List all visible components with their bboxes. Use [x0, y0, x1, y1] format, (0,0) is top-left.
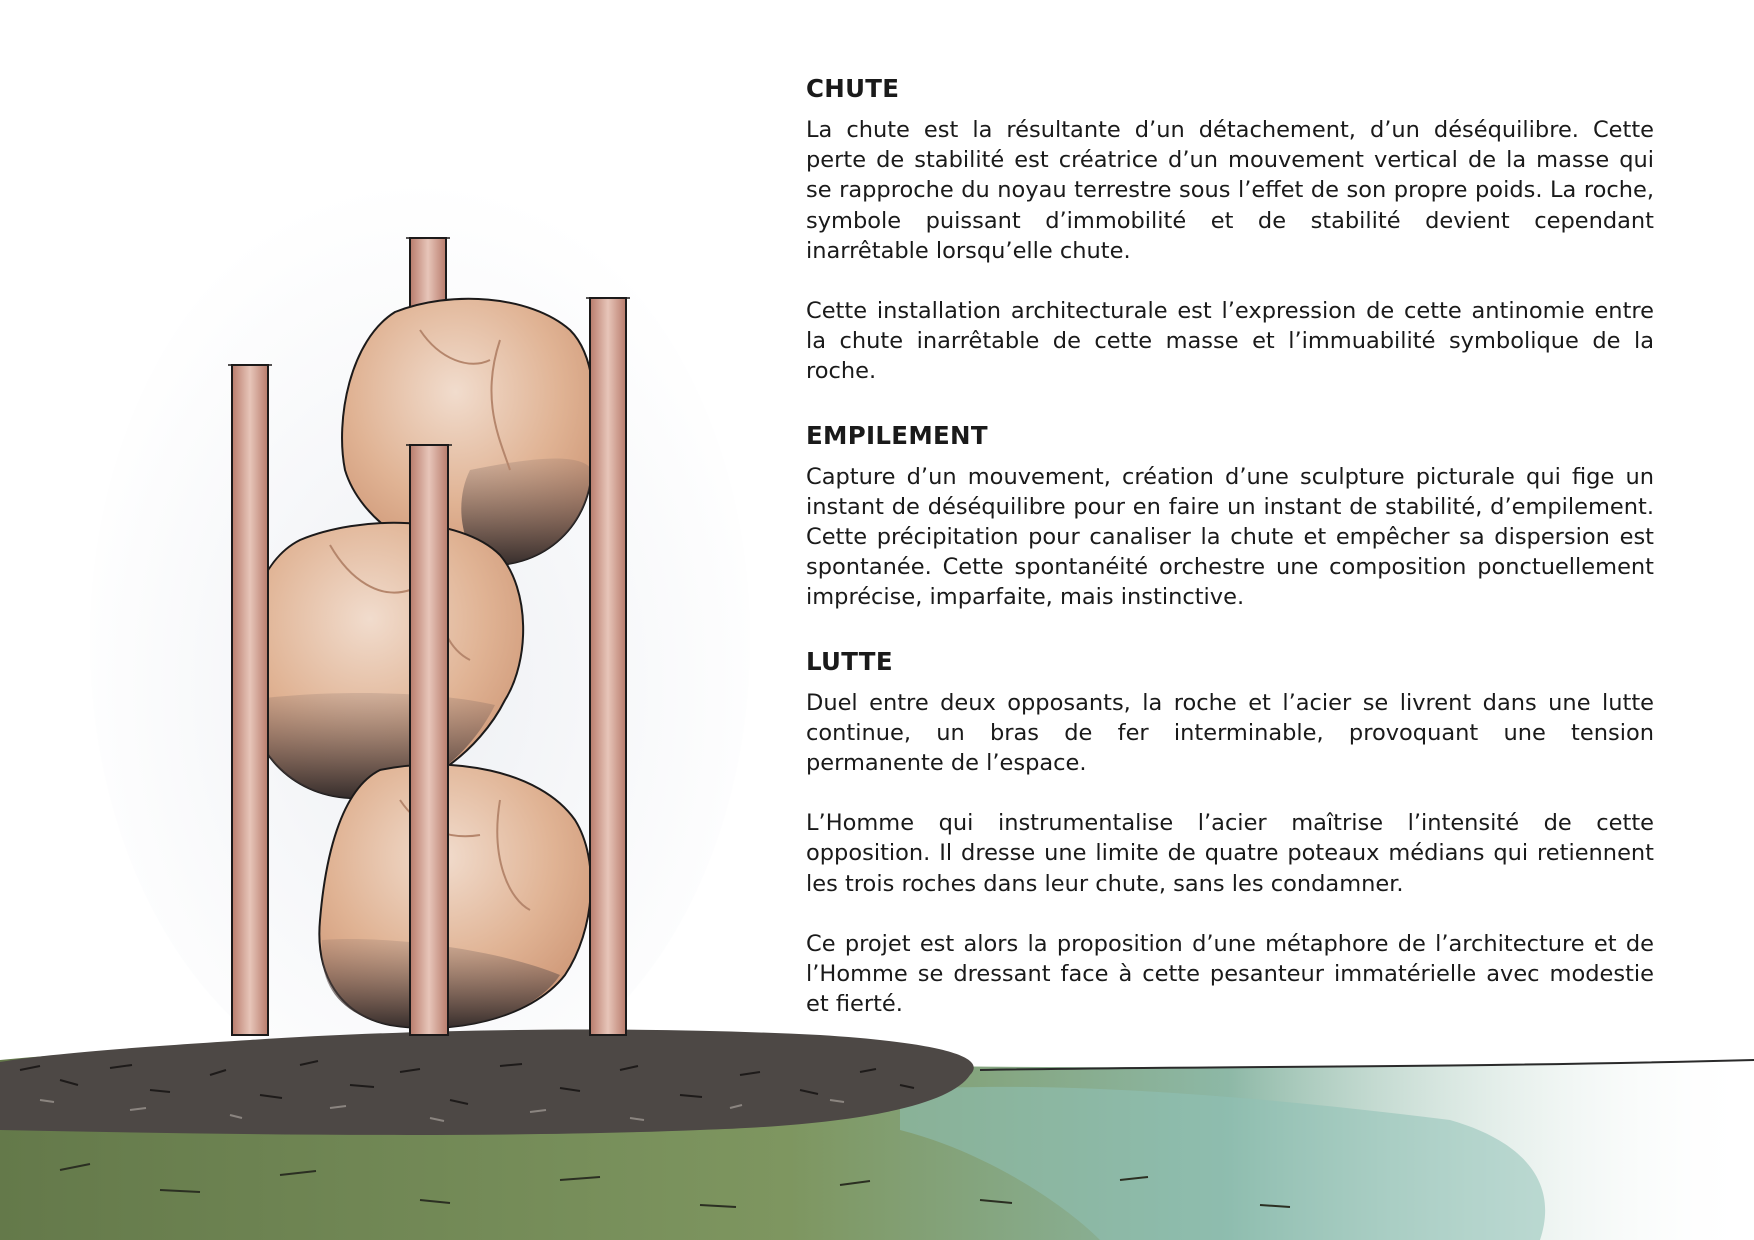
gravel-mound	[0, 1030, 974, 1135]
lutte-paragraph-1: Duel entre deux opposants, la roche et l’acier se livrent dans une lutte continue, un bras de fer interminable, provoquant une tension permanente de l’espace.	[806, 689, 1654, 777]
chute-paragraph-2: Cette installation architecturale est l’expression de cette antinomie entre la chute inarrêtable de cette masse et l’immuabilité symbolique de la roche.	[806, 298, 1654, 385]
post-left	[232, 365, 268, 1035]
chute-paragraph-1: La chute est la résultante d’un détachement, d’un déséquilibre. Cette perte de stabilité est créatrice d’un mouvement vertical de la masse qui se rapproche du noyau terrestre sous l’effet de son propre poids. La roche, symbole puissant d’immobilité et de stabilité devient cependant inarrêtable lorsqu’elle chute.	[806, 117, 1654, 264]
text-column	[806, 74, 1654, 1019]
post-back-center	[410, 238, 446, 308]
section-heading-chute: CHUTE	[806, 74, 900, 103]
post-right	[590, 298, 626, 1035]
lutte-paragraph-3: Ce projet est alors la proposition d’une métaphore de l’architecture et de l’Homme se dressant face à cette pesanteur immatérielle avec modestie et fierté.	[806, 930, 1654, 1018]
lutte-paragraph-2: L’Homme qui instrumentalise l’acier maîtrise l’intensité de cette opposition. Il dresse une limite de quatre poteaux médians qui retiennent les trois roches dans leur chute, sans les condamner.	[806, 810, 1654, 897]
section-heading-empilement: EMPILEMENT	[806, 420, 988, 450]
post-front-center	[410, 445, 448, 1035]
rock-bottom	[319, 764, 591, 1028]
empilement-paragraph-1: Capture d’un mouvement, création d’une sculpture picturale qui fige un instant de déséquilibre pour en faire un instant de stabilité, d’empilement. Cette précipitation pour canaliser la chute et empêcher sa dispersion est spontanée. Cette spontanéité orchestre une composition ponctuellement imprécise, imparfaite, mais instinctive.	[806, 463, 1654, 611]
section-heading-lutte: LUTTE	[806, 646, 893, 676]
